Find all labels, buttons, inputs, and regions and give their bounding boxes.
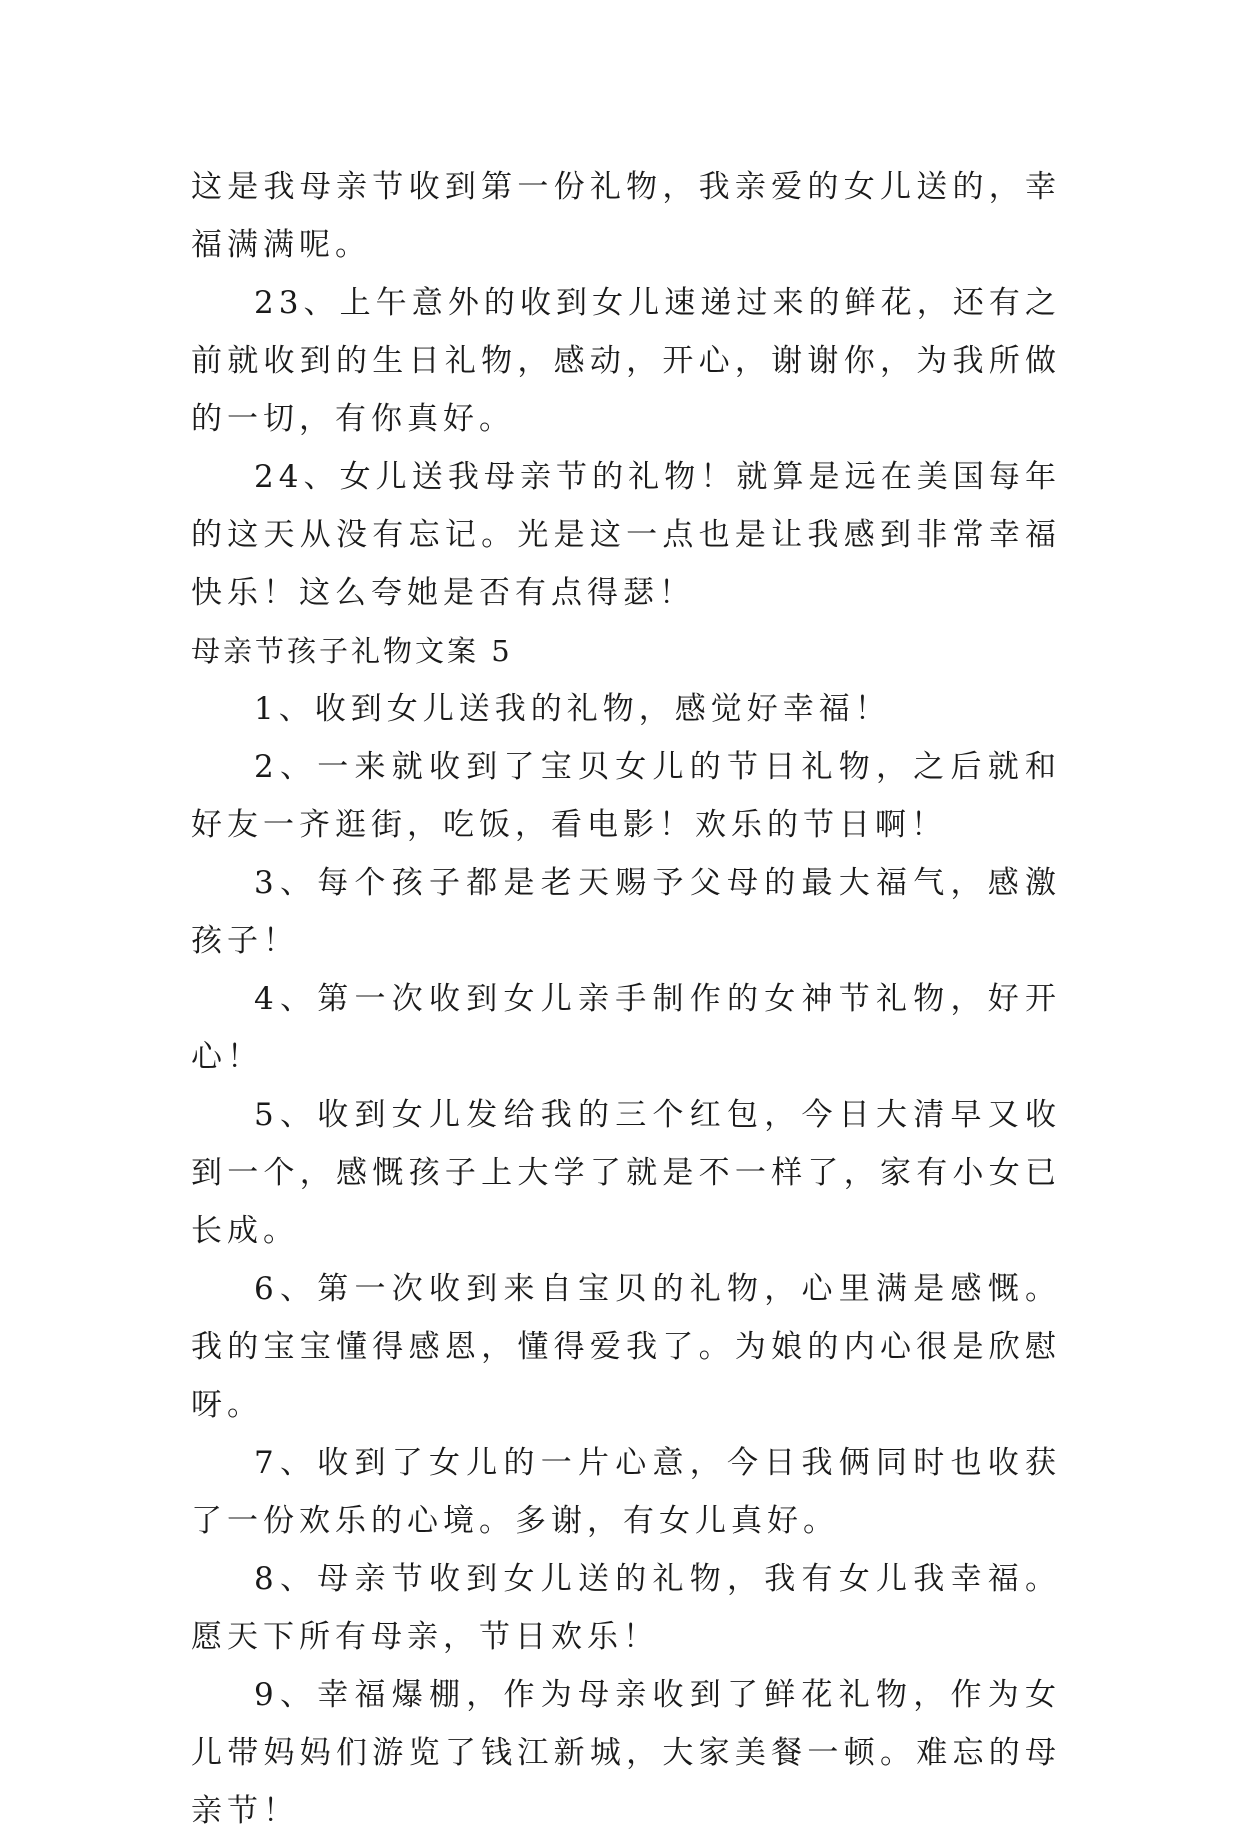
list-item: 6、第一次收到来自宝贝的礼物，心里满是感慨。我的宝宝懂得感恩，懂得爱我了。为娘的内心很是欣慰呀。	[191, 1271, 1061, 1423]
list-item: 3、每个孩子都是老天赐予父母的最大福气，感激孩子！	[191, 865, 1061, 959]
document-body	[191, 158, 1061, 1840]
paragraph-item-24: 24、女儿送我母亲节的礼物！就算是远在美国每年的这天从没有忘记。光是这一点也是让我感到非常幸福快乐！这么夸她是否有点得瑟！	[191, 459, 1061, 611]
list-item: 9、幸福爆棚，作为母亲收到了鲜花礼物，作为女儿带妈妈们游览了钱江新城，大家美餐一顿。难忘的母亲节！	[191, 1677, 1061, 1829]
list-item: 1、收到女儿送我的礼物，感觉好幸福！	[254, 691, 891, 727]
list-item: 4、第一次收到女儿亲手制作的女神节礼物，好开心！	[191, 981, 1061, 1075]
list-item: 7、收到了女儿的一片心意，今日我俩同时也收获了一份欢乐的心境。多谢，有女儿真好。	[191, 1445, 1061, 1539]
paragraph-continuation: 这是我母亲节收到第一份礼物，我亲爱的女儿送的，幸福满满呢。	[191, 169, 1061, 263]
paragraph-item-23: 23、上午意外的收到女儿速递过来的鲜花，还有之前就收到的生日礼物，感动，开心，谢谢你，为我所做的一切，有你真好。	[191, 285, 1061, 437]
list-item: 2、一来就收到了宝贝女儿的节日礼物，之后就和好友一齐逛街，吃饭，看电影！欢乐的节日啊！	[191, 749, 1061, 843]
list-item: 8、母亲节收到女儿送的礼物，我有女儿我幸福。愿天下所有母亲，节日欢乐！	[191, 1561, 1061, 1655]
list-item: 5、收到女儿发给我的三个红包，今日大清早又收到一个，感慨孩子上大学了就是不一样了，家有小女已长成。	[191, 1097, 1061, 1249]
section-heading: 母亲节孩子礼物文案 5	[191, 634, 513, 668]
